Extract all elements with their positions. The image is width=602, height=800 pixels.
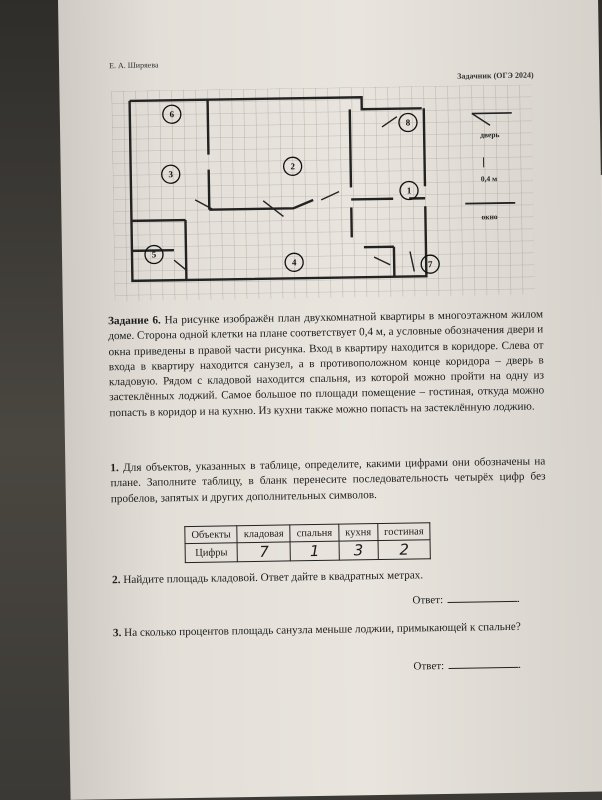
task6-text	[108, 307, 545, 421]
table-header-digits: Цифры	[185, 543, 238, 563]
room-label-3: 3	[168, 169, 174, 180]
table-col-bedroom: спальня	[290, 524, 339, 542]
apartment-plan	[111, 85, 534, 302]
room-label-4: 4	[291, 257, 297, 268]
room-label-5: 5	[151, 249, 157, 260]
question-3-number: 3.	[112, 627, 122, 640]
answer-cell-kitchen[interactable]: 3	[339, 541, 378, 561]
room-label-8: 8	[405, 117, 411, 128]
room-label-7: 7	[427, 259, 433, 270]
answer-blank[interactable]	[448, 667, 518, 669]
question-3-text: На сколько процентов площадь санузла меньше лоджии, примыкающей к спальне?	[124, 620, 521, 640]
question-3	[113, 619, 548, 641]
table-row	[185, 540, 431, 563]
answer-cell-bedroom[interactable]: 1	[290, 541, 339, 561]
table-col-kitchen: кухня	[339, 524, 378, 542]
answer-blank[interactable]	[447, 601, 517, 603]
header-author: Е. А. Ширяева	[108, 60, 159, 71]
question-2-number: 2.	[112, 574, 121, 587]
question-3-answer: Ответ: .	[413, 658, 521, 673]
workbook-page	[58, 0, 602, 800]
grid-background	[111, 85, 534, 302]
question-2	[112, 566, 547, 588]
question-1-text: Для объектов, указанных в таблице, определите, какими цифрами они обозначены на плане. Заполните таблицу, в бланк перенесите последовательность четырёх цифр без пробелов, запятых и других дополнительных символов.	[110, 455, 546, 505]
answer-table	[184, 522, 431, 563]
question-1	[110, 454, 546, 507]
answer-cell-storage[interactable]: 7	[237, 542, 290, 562]
answer-label: Ответ:	[413, 660, 445, 673]
question-2-answer: Ответ: .	[412, 592, 520, 607]
task6-body: На рисунке изображён план двухкомнатной квартиры в многоэтажном жилом доме. Сторона одной клетки на плане соответствует 0,4 м, а условные обозначения двери и окна приведены в правой части рисунка. Вход в квартиру находится в коридоре. Слева от входа в квартиру находится санузел, а в противоположном конце коридора – дверь в кладовую. Рядом с кладовой находится спальня, из которой можно пройти на одну из застеклённых лоджий. Самое большое по площади помещение – гостиная, откуда можно попасть в коридор и на кухню. Из кухни также можно попасть на застеклённую лоджию.	[108, 308, 545, 420]
legend-door-label: дверь	[480, 130, 500, 140]
answer-label: Ответ:	[412, 594, 444, 607]
header-book-title: Задачник (ОГЭ 2024)	[457, 70, 534, 81]
table-col-storage: кладовая	[237, 525, 290, 543]
room-label-2: 2	[290, 161, 295, 172]
question-1-number: 1.	[110, 462, 119, 475]
answer-cell-living-room[interactable]: 2	[378, 540, 431, 560]
legend-scale-label: 0,4 м	[480, 174, 498, 184]
question-2-text: Найдите площадь кладовой. Ответ дайте в квадратных метрах.	[123, 569, 424, 587]
legend-window-label: окно	[481, 212, 498, 222]
table-header-objects: Объекты	[185, 526, 238, 544]
room-label-6: 6	[169, 109, 175, 120]
room-label-1: 1	[406, 185, 412, 196]
task6-label: Задание 6.	[107, 314, 161, 328]
table-col-living-room: гостиная	[377, 523, 430, 541]
